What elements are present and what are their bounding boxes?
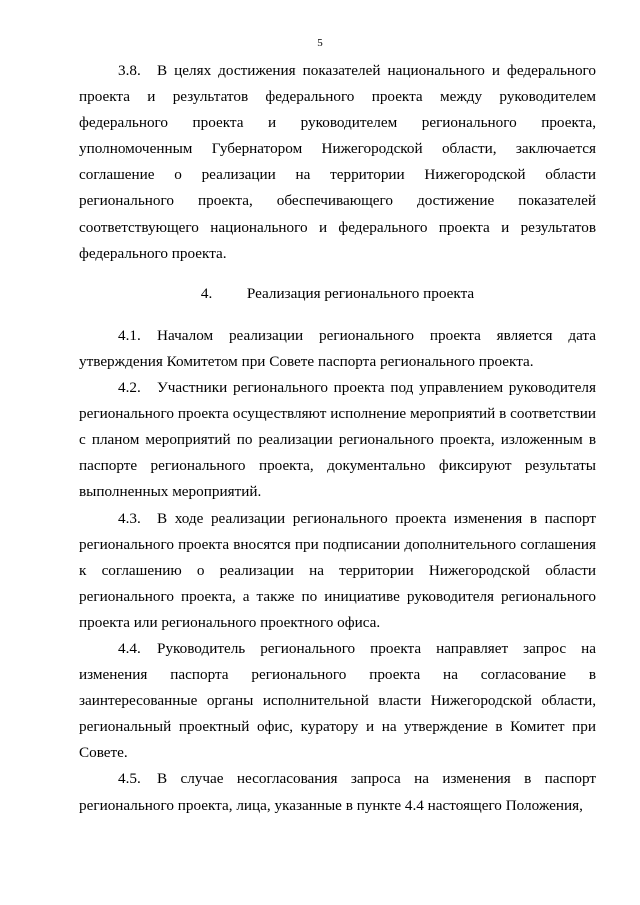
paragraph-number: 4.5. xyxy=(118,770,141,788)
paragraph-number: 4.1. xyxy=(118,326,141,344)
paragraph-number: 4.2. xyxy=(118,379,141,397)
paragraph-text: В случае несогласования запроса на изменения в паспорт регионального проекта, лица, указанные в пункте 4.4 настоящего Положения, xyxy=(79,770,596,814)
paragraph-number: 4.3. xyxy=(118,509,141,527)
section-title: Реализация регионального проекта xyxy=(246,284,475,302)
paragraph-text: Началом реализации регионального проекта является дата утверждения Комитетом при Совете паспорта регионального проекта. xyxy=(79,326,596,370)
section-heading xyxy=(79,281,596,307)
paragraph-number: 3.8. xyxy=(118,62,141,79)
paragraph-4-4 xyxy=(79,636,596,766)
paragraph-3-8 xyxy=(79,58,596,267)
paragraph-text: Участники регионального проекта под управлением руководителя регионального проекта осуществляют исполнение мероприятий в соответствии с планом мероприятий по реализации регионального проекта, изложенным в паспорте регионального проекта, документально фиксируют результаты выполненных мероприятий. xyxy=(79,379,596,501)
paragraph-4-1 xyxy=(79,323,596,375)
paragraph-number: 4.4. xyxy=(118,639,141,657)
paragraph-text: В целях достижения показателей национального и федерального проекта и результатов федерального проекта между руководителем федерального проекта и руководителем регионального проекта, уполномоченным Губернатором Нижегородской области, заключается соглашение о реализации на территории Нижегородской области регионального проекта, обеспечивающего достижение показателей соответствующего национального и федерального проекта и результатов федерального проекта. xyxy=(79,62,596,262)
page-number: 5 xyxy=(317,37,323,49)
section-number: 4. xyxy=(200,284,213,302)
paragraph-text: В ходе реализации регионального проекта изменения в паспорт регионального проекта вносятся при подписании дополнительного соглашения к соглашению о реализации на территории Нижегородской области регионального проекта, а также по инициативе руководителя регионального проекта или регионального проектного офиса. xyxy=(79,509,596,631)
paragraph-4-2 xyxy=(79,375,596,505)
paragraph-4-3 xyxy=(79,506,596,636)
paragraph-4-5 xyxy=(79,766,596,818)
paragraph-text: Руководитель регионального проекта направляет запрос на изменения паспорта регионального проекта на согласование в заинтересованные органы исполнительной власти Нижегородской области, региональный проектный офис, куратору и на утверждение в Комитет при Совете. xyxy=(79,639,596,762)
document-body xyxy=(79,58,596,819)
